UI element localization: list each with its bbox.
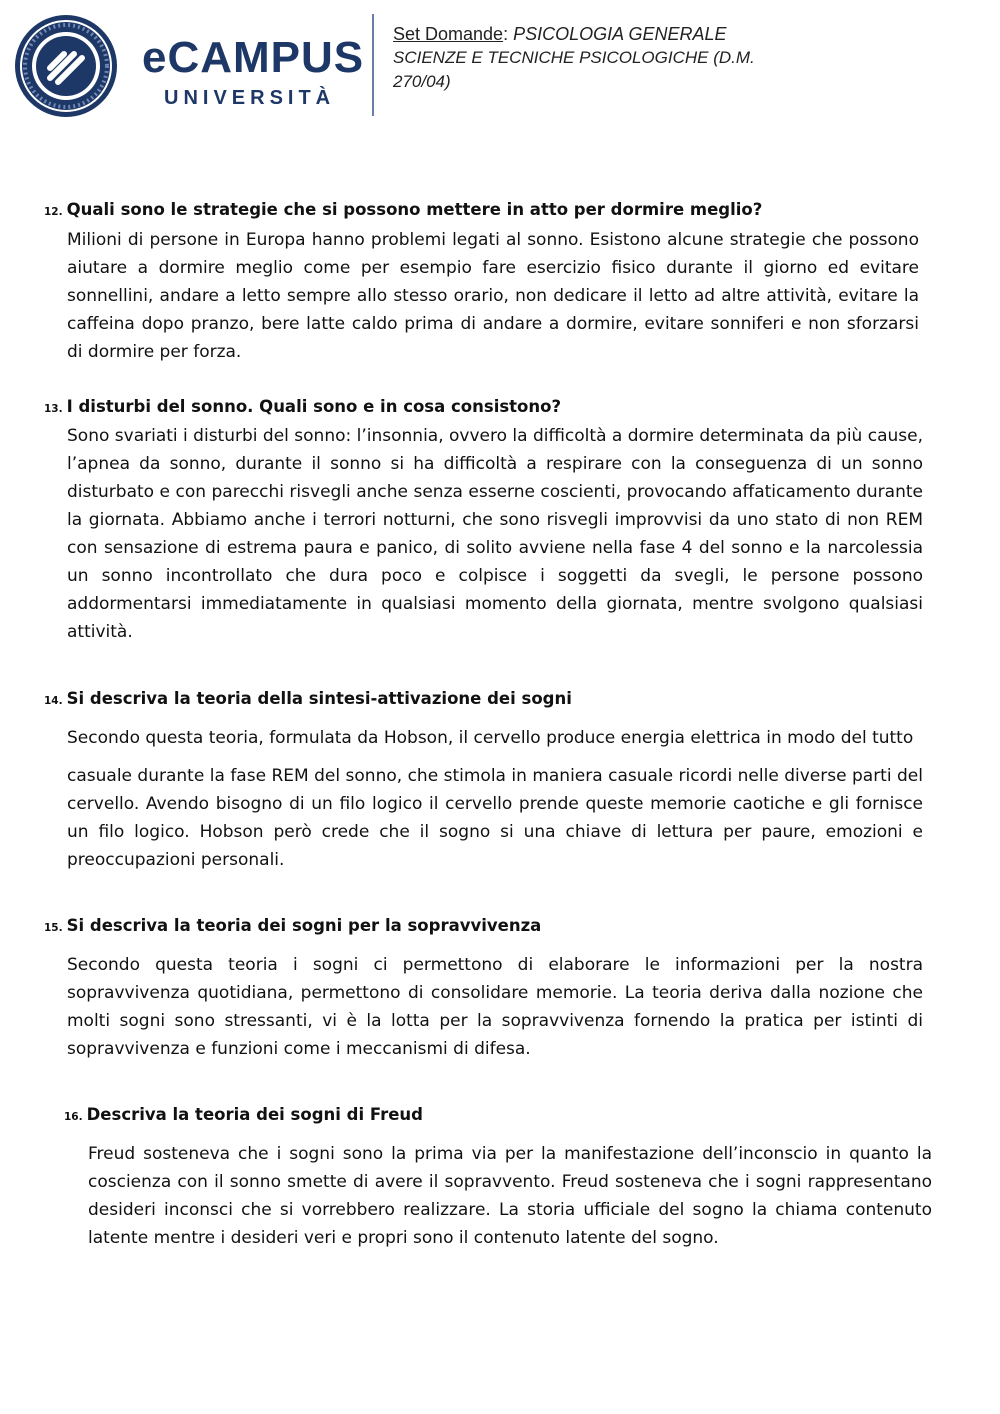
question-title: 15. Si descriva la teoria dei sogni per la sopravvivenza bbox=[44, 916, 542, 935]
university-seal-icon bbox=[14, 14, 118, 118]
question-answer: Freud sosteneva che i sogni sono la prima via per la manifestazione dell’inconscio in quanto la coscienza con il sonno smette di avere il sopravvento. Freud sosteneva che i sogni rappresentano desideri inconsci che si vorrebbero realizzare. La storia ufficiale del sogno la chiama contenuto latente mentre i desideri veri e propri sono il contenuto latente del sogno. bbox=[88, 1144, 932, 1248]
question-title: 16. Descriva la teoria dei sogni di Freud bbox=[64, 1105, 423, 1124]
set-line: Set Domande: PSICOLOGIA GENERALE bbox=[393, 24, 727, 44]
brand-name: eCAMPUS bbox=[142, 33, 365, 82]
question-number: 14. bbox=[44, 695, 63, 707]
question-answer-first-line: Secondo questa teoria, formulata da Hobson, il cervello produce energia elettrica in modo del tutto bbox=[67, 728, 914, 748]
set-value: PSICOLOGIA GENERALE bbox=[513, 24, 727, 44]
course-line-1: SCIENZE E TECNICHE PSICOLOGICHE (D.M. bbox=[393, 48, 755, 67]
page-header bbox=[0, 0, 1000, 130]
set-label: Set Domande bbox=[393, 24, 504, 44]
ecampus-logo bbox=[14, 14, 365, 119]
question-answer: Milioni di persone in Europa hanno problemi legati al sonno. Esistono alcune strategie che possono aiutare a dormire meglio come per esempio fare esercizio fisico durante il giorno ed evitare sonnellini, andare a letto sempre allo stesso orario, non dedicare il letto ad altre attività, evitare la caffeina dopo pranzo, bere latte caldo prima di andare a dormire, evitare sonniferi e non sforzarsi di dormire per forza. bbox=[67, 230, 919, 362]
question-title: 13. I disturbi del sonno. Quali sono e in cosa consistono? bbox=[44, 397, 562, 416]
question-answer: casuale durante la fase REM del sonno, che stimola in maniera casuale ricordi nelle diverse parti del cervello. Avendo bisogno di un filo logico il cervello prende queste memorie caotiche e gli fornisce un filo logico. Hobson però crede che il sogno si una chiave di lettura per paure, emozioni e preoccupazioni personali. bbox=[67, 766, 923, 870]
question-answer: Secondo questa teoria i sogni ci permettono di elaborare le informazioni per la nostra sopravvivenza quotidiana, permettono di consolidare memorie. La teoria deriva dalla nozione che molti sogni sono stressanti, vi è la lotta per la sopravvivenza fornendo la pratica per istinti di sopravvivenza e funzioni come i meccanismi di difesa. bbox=[67, 955, 923, 1059]
question-number: 15. bbox=[44, 922, 63, 934]
question-number: 13. bbox=[44, 403, 63, 415]
brand-subtitle: UNIVERSITÀ bbox=[164, 87, 336, 109]
question-number: 12. bbox=[44, 206, 63, 218]
question-number: 16. bbox=[64, 1111, 83, 1123]
question-title: 12. Quali sono le strategie che si possono mettere in atto per dormire meglio? bbox=[44, 200, 763, 219]
question-title: 14. Si descriva la teoria della sintesi-attivazione dei sogni bbox=[44, 689, 572, 708]
question-answer: Sono svariati i disturbi del sonno: l’insonnia, ovvero la difficoltà a dormire determinata da più cause, l’apnea da sonno, durante il sonno si ha difficoltà a respirare con la conseguenza di un sonno disturbato e con parecchi risvegli anche senza esserne coscienti, provocando affaticamento durante la giornata. Abbiamo anche i terrori notturni, che sono risvegli improvvisi da uno stato di non REM con sensazione di estrema paura e panico, di solito avviene nella fase 4 del sonno e la narcolessia un sonno incontrollato che dura poco e colpisce i soggetti da svegli, le persone possono addormentarsi immediatamente in qualsiasi momento della giornata, mentre svolgono qualsiasi attività. bbox=[67, 426, 923, 642]
course-line-2: 270/04) bbox=[393, 72, 451, 91]
header-info bbox=[393, 22, 983, 94]
header-divider bbox=[372, 14, 374, 116]
